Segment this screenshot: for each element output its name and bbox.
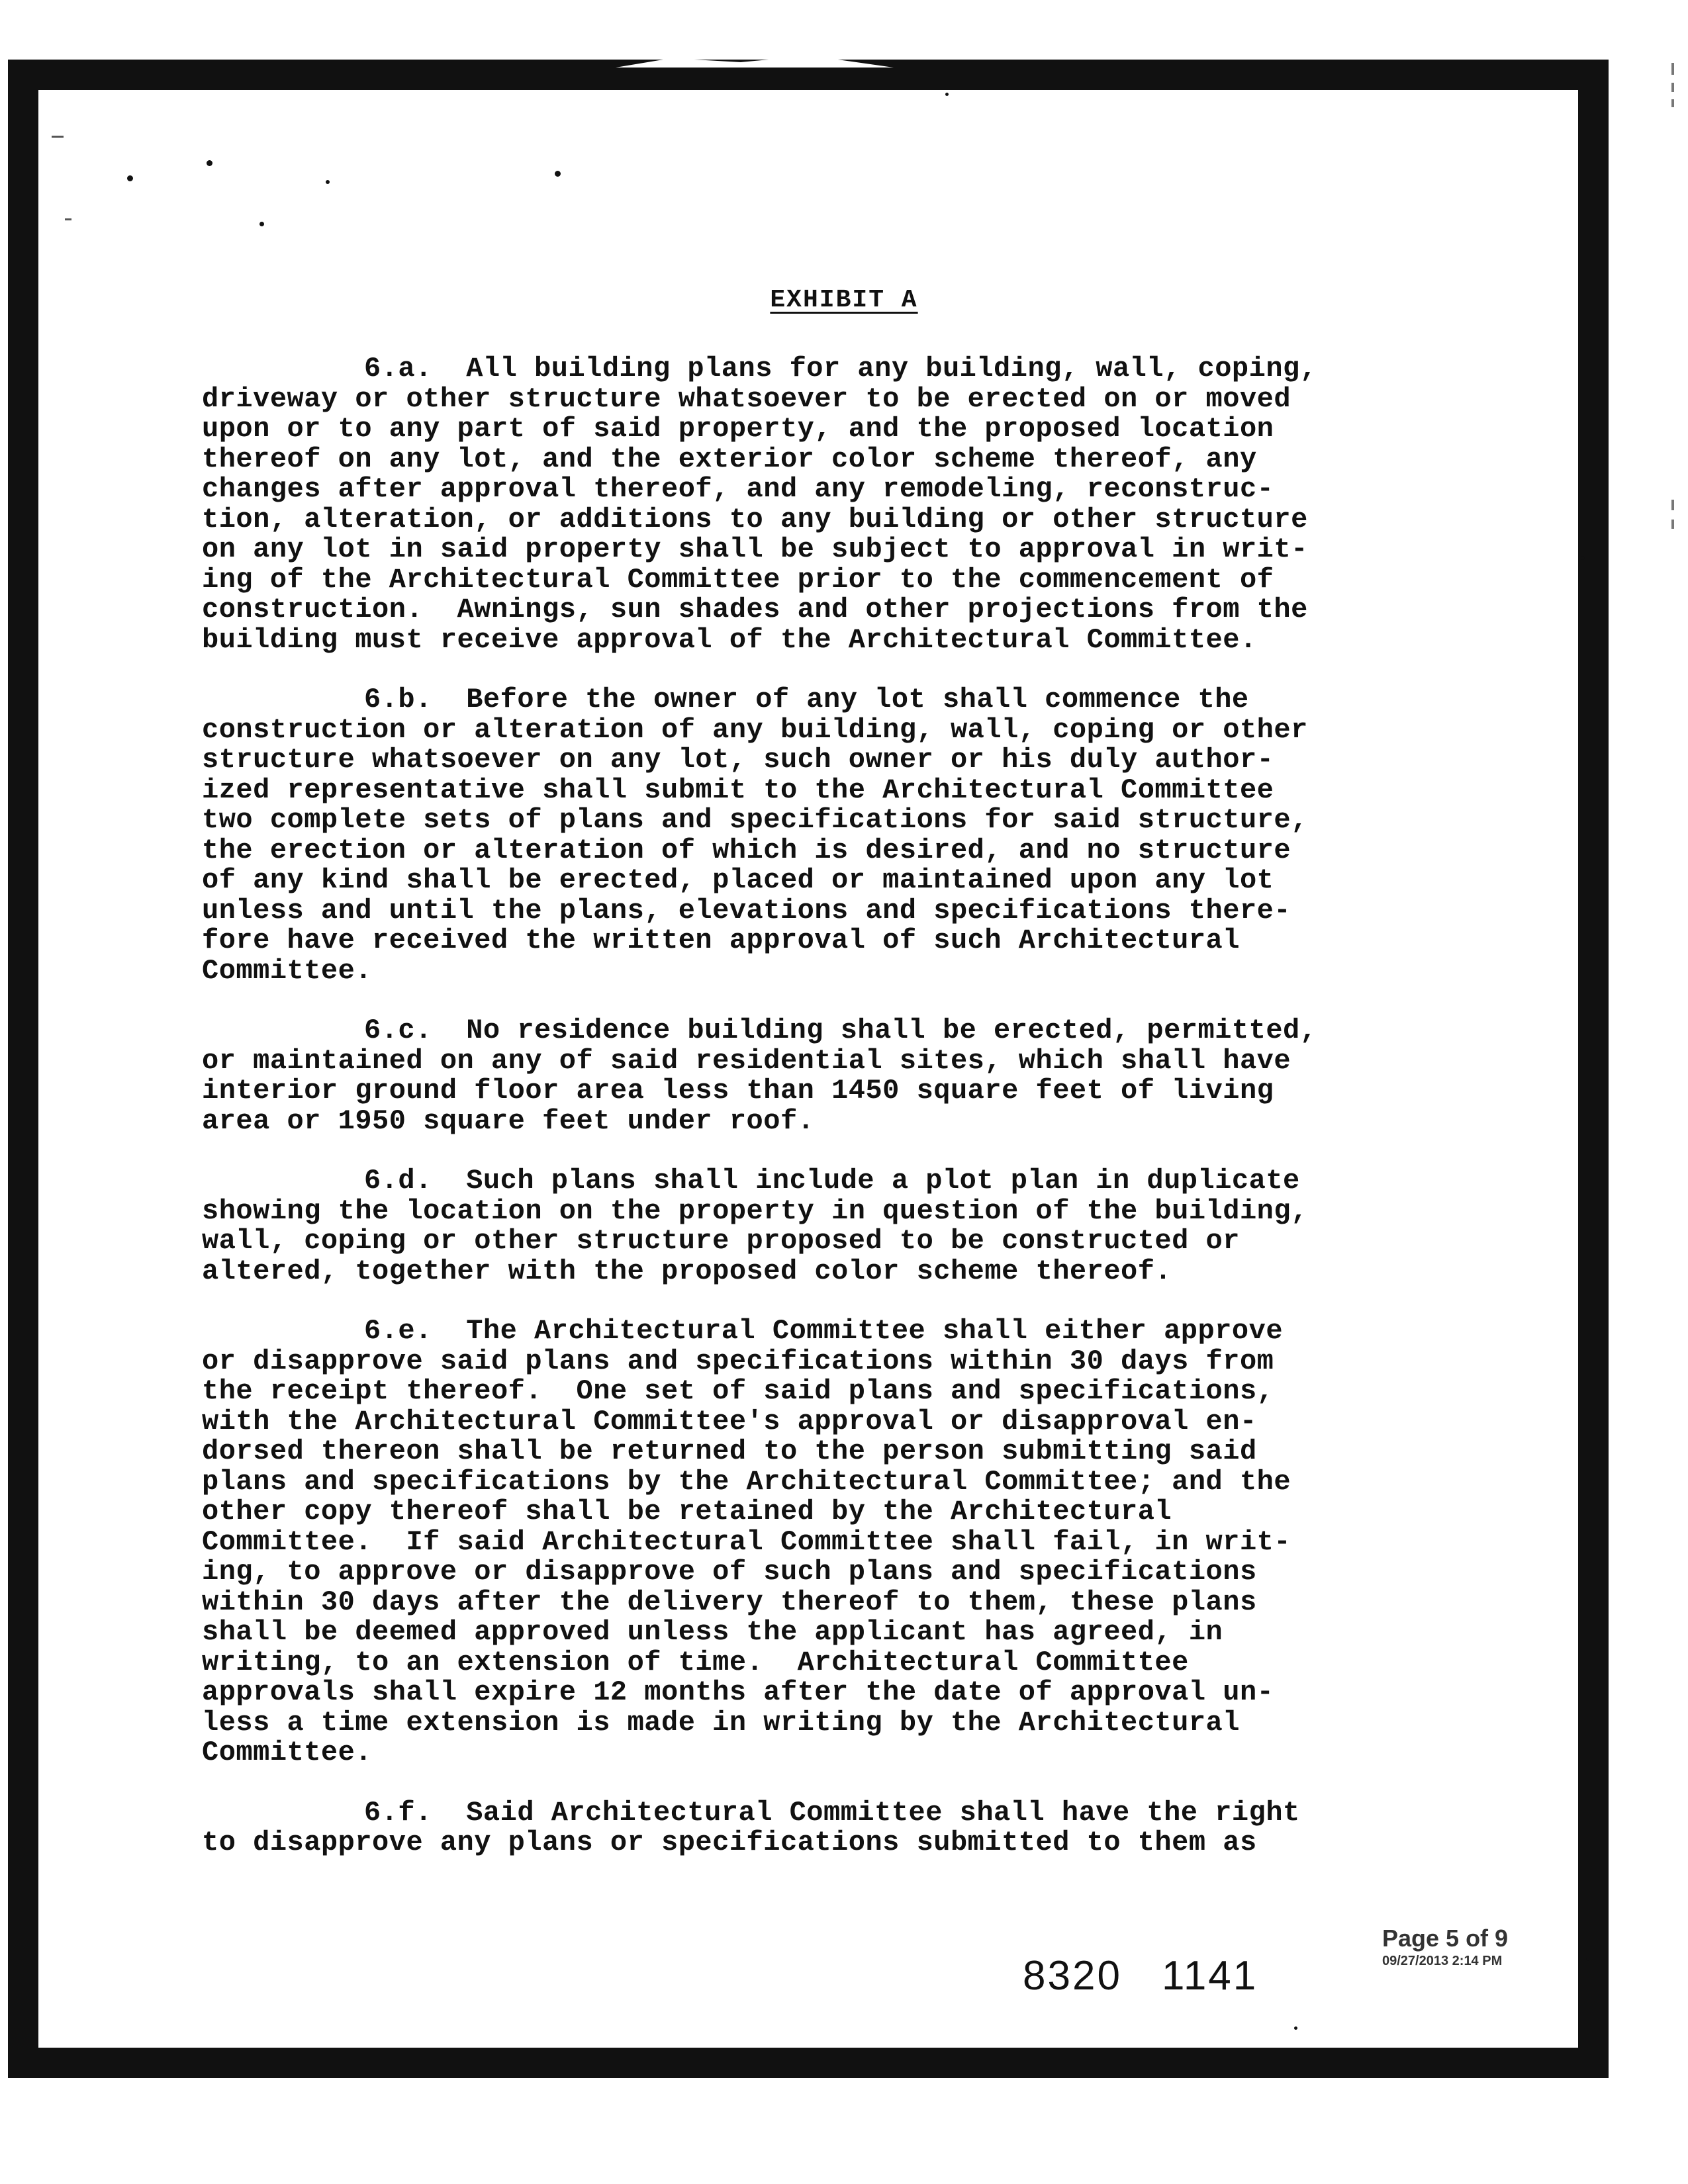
- text-line: the receipt thereof. One set of said plans and specifications,: [202, 1375, 1274, 1407]
- document-body: [202, 354, 1413, 1888]
- text-line: within 30 days after the delivery thereof to them, these plans: [202, 1586, 1257, 1618]
- text-line: less a time extension is made in writing by the Architectural: [202, 1706, 1240, 1739]
- timestamp: 09/27/2013 2:14 PM: [1382, 1954, 1503, 1968]
- paragraph-6a: [202, 354, 1413, 655]
- scan-speck: [127, 175, 133, 181]
- text-line: ized representative shall submit to the Architectural Committee: [202, 774, 1274, 806]
- page-stamp: [1382, 1925, 1561, 1969]
- text-line: or disapprove said plans and specifications within 30 days from: [202, 1345, 1274, 1377]
- scan-speck: [945, 93, 949, 96]
- document-title: EXHIBIT A: [770, 286, 918, 314]
- scan-artifact: [1671, 99, 1674, 107]
- text-line: to disapprove any plans or specifications submitted to them as: [202, 1827, 1257, 1858]
- scan-speck: [1581, 556, 1585, 560]
- text-line: 6.e. The Architectural Committee shall either approve: [364, 1315, 1284, 1347]
- scan-artifact: [1671, 63, 1674, 75]
- text-line: the erection or alteration of which is desired, and no structure: [202, 834, 1291, 866]
- scan-artifact: [1671, 500, 1674, 510]
- page-label: Page 5 of 9: [1382, 1925, 1509, 1952]
- text-line: altered, together with the proposed color scheme thereof.: [202, 1255, 1172, 1287]
- text-line: shall be deemed approved unless the applicant has agreed, in: [202, 1616, 1223, 1648]
- text-line: structure whatsoever on any lot, such owner or his duly author-: [202, 744, 1274, 776]
- text-line: ing of the Architectural Committee prior to the commencement of: [202, 563, 1274, 596]
- book-number: 8320: [1023, 1953, 1122, 1999]
- text-line: plans and specifications by the Architectural Committee; and the: [202, 1465, 1291, 1498]
- text-line: construction or alteration of any building, wall, coping or other: [202, 713, 1308, 746]
- text-line: writing, to an extension of time. Architectural Committee: [202, 1646, 1189, 1678]
- paragraph-6c: [202, 1016, 1413, 1136]
- paragraph-6e: [202, 1316, 1413, 1768]
- text-line: ing, to approve or disapprove of such plans and specifications: [202, 1556, 1257, 1588]
- text-line: interior ground floor area less than 1450 square feet of living: [202, 1075, 1274, 1107]
- text-line: thereof on any lot, and the exterior color scheme thereof, any: [202, 443, 1257, 475]
- text-line: 6.d. Such plans shall include a plot plan in duplicate: [364, 1165, 1300, 1197]
- text-line: Committee.: [202, 954, 373, 987]
- text-line: 6.c. No residence building shall be erected, permitted,: [364, 1015, 1317, 1046]
- text-line: upon or to any part of said property, and the proposed location: [202, 413, 1274, 445]
- text-line: approvals shall expire 12 months after the date of approval un-: [202, 1676, 1274, 1708]
- text-line: 6.a. All building plans for any building, wall, coping,: [364, 353, 1317, 385]
- scan-artifact: [1671, 520, 1674, 529]
- scan-speck: [52, 136, 64, 138]
- text-line: other copy thereof shall be retained by the Architectural: [202, 1496, 1172, 1527]
- page-number: 1141: [1161, 1953, 1258, 1999]
- text-line: dorsed thereon shall be returned to the person submitting said: [202, 1435, 1257, 1467]
- recording-number: [1023, 1952, 1297, 1999]
- scan-speck: [207, 160, 212, 166]
- scan-artifact: [1671, 83, 1674, 92]
- text-line: construction. Awnings, sun shades and other projections from the: [202, 594, 1308, 625]
- text-line: wall, coping or other structure proposed to be constructed or: [202, 1225, 1240, 1257]
- text-line: showing the location on the property in question of the building,: [202, 1195, 1308, 1227]
- text-line: with the Architectural Committee's approval or disapproval en-: [202, 1405, 1257, 1437]
- text-line: Committee.: [202, 1737, 373, 1768]
- scan-speck: [65, 218, 71, 220]
- scan-speck: [1294, 2026, 1297, 2030]
- text-line: Committee. If said Architectural Committee shall fail, in writ-: [202, 1525, 1291, 1558]
- paragraph-6d: [202, 1166, 1413, 1287]
- scan-speck: [1586, 1958, 1589, 1961]
- text-line: or maintained on any of said residential sites, which shall have: [202, 1044, 1291, 1077]
- text-line: unless and until the plans, elevations and specifications there-: [202, 894, 1291, 927]
- text-line: on any lot in said property shall be subject to approval in writ-: [202, 533, 1308, 565]
- text-line: changes after approval thereof, and any remodeling, reconstruc-: [202, 473, 1274, 505]
- text-line: of any kind shall be erected, placed or maintained upon any lot: [202, 864, 1274, 896]
- text-line: fore have received the written approval of such Architectural: [202, 925, 1240, 956]
- text-line: 6.f. Said Architectural Committee shall have the right: [364, 1796, 1300, 1829]
- text-line: area or 1950 square feet under roof.: [202, 1105, 815, 1137]
- paragraph-6f: [202, 1798, 1413, 1858]
- text-line: 6.b. Before the owner of any lot shall commence the: [364, 684, 1249, 715]
- text-line: building must receive approval of the Architectural Committee.: [202, 623, 1257, 656]
- scan-speck: [555, 171, 561, 177]
- text-line: tion, alteration, or additions to any building or other structure: [202, 503, 1308, 535]
- scan-speck: [326, 180, 330, 184]
- paragraph-6b: [202, 685, 1413, 986]
- text-line: driveway or other structure whatsoever to be erected on or moved: [202, 383, 1291, 415]
- text-line: two complete sets of plans and specifications for said structure,: [202, 804, 1308, 836]
- scan-speck: [259, 222, 264, 226]
